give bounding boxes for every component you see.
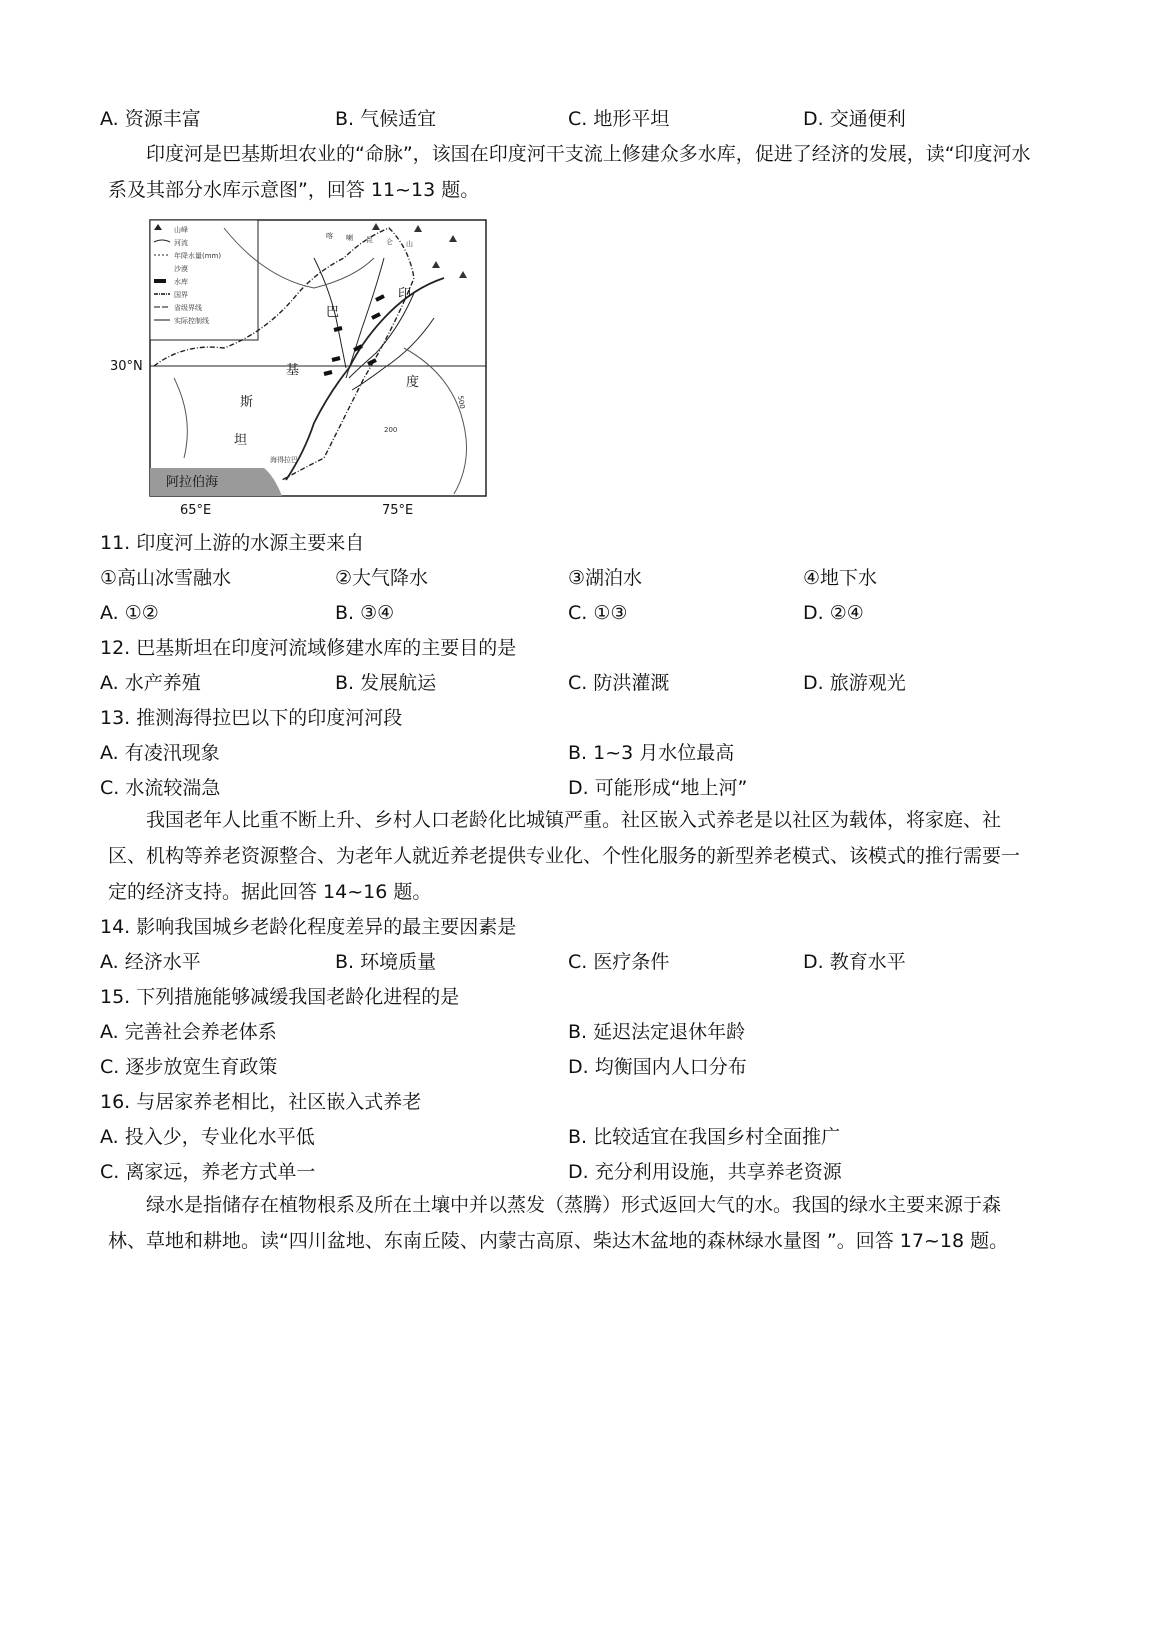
legend-province: 省级界线 (174, 304, 202, 312)
q12-option-a: A. 水产养殖 (100, 672, 201, 694)
q14-option-a: A. 经济水平 (100, 951, 201, 973)
q15-option-c: C. 逐步放宽生育政策 (100, 1056, 278, 1078)
q11-stem-row (0, 528, 1158, 558)
label-lun: 仑 (386, 238, 393, 246)
q13-option-d: D. 可能形成“地上河” (568, 777, 748, 799)
q13-options-row-2 (0, 773, 1158, 803)
q15-stem: 15. 下列措施能够减缓我国老龄化进程的是 (100, 986, 460, 1008)
legend-control-line: 实际控制线 (174, 317, 209, 325)
q10-option-c: C. 地形平坦 (568, 108, 670, 130)
legend-border: 国界 (174, 291, 188, 299)
q12-option-b: B. 发展航运 (335, 672, 437, 694)
q13-stem: 13. 推测海得拉巴以下的印度河河段 (100, 707, 403, 729)
legend-desert: 沙漠 (174, 265, 188, 273)
indus-river-map (110, 218, 514, 543)
label-ka: 喀 (326, 232, 333, 240)
label-du: 度 (406, 375, 420, 390)
q11-option-a: A. ①② (100, 602, 159, 624)
q16-option-a: A. 投入少，专业化水平低 (100, 1126, 315, 1148)
q15-option-a: A. 完善社会养老体系 (100, 1021, 277, 1043)
intro-green-water-paragraph: 绿水是指储存在植物根系及所在土壤中并以蒸发（蒸腾）形式返回大气的水。我国的绿水主要来源于森林、草地和耕地。读“四川盆地、东南丘陵、内蒙古高原、柴达木盆地的森林绿水量图 ”。回答 17~18 题。 (108, 1194, 1009, 1252)
q15-option-b: B. 延迟法定退休年龄 (568, 1021, 746, 1043)
q13-option-c: C. 水流较湍急 (100, 777, 221, 799)
label-la: 喇 (346, 234, 353, 242)
q15-options-row-2 (0, 1052, 1158, 1082)
isoline-label-200: 200 (384, 426, 398, 434)
q12-option-d: D. 旅游观光 (803, 672, 906, 694)
legend-river: 河流 (174, 239, 188, 247)
q14-option-d: D. 教育水平 (803, 951, 906, 973)
q16-option-b: B. 比较适宜在我国乡村全面推广 (568, 1126, 841, 1148)
legend-reservoir: 水库 (174, 278, 188, 286)
label-yin: 印 (398, 287, 412, 302)
q15-option-d: D. 均衡国内人口分布 (568, 1056, 747, 1078)
q14-options-row (0, 947, 1158, 977)
q14-stem: 14. 影响我国城乡老龄化程度差异的最主要因素是 (100, 916, 517, 938)
isoline-label-500: 500 (456, 394, 467, 410)
lat-label: 30°N (110, 359, 143, 374)
legend-precip: 年降水量(mm) (174, 252, 222, 260)
lon-label-75: 75°E (382, 503, 414, 518)
q11-item-4: ④地下水 (803, 567, 878, 589)
q11-item-3: ③湖泊水 (568, 567, 643, 589)
q10-option-d: D. 交通便利 (803, 108, 906, 130)
q16-option-c: C. 离家远，养老方式单一 (100, 1161, 316, 1183)
legend-peak: 山峰 (174, 226, 188, 234)
q16-options-row-1 (0, 1122, 1158, 1152)
q13-stem-row (0, 703, 1158, 733)
q10-option-b: B. 气候适宜 (335, 108, 437, 130)
q11-option-b: B. ③④ (335, 602, 395, 624)
q14-stem-row (0, 912, 1158, 942)
q15-options-row-1 (0, 1017, 1158, 1047)
lon-label-65: 65°E (180, 503, 212, 518)
q12-option-c: C. 防洪灌溉 (568, 672, 670, 694)
label-kun: 昆 (366, 236, 373, 244)
label-tan: 坦 (234, 433, 248, 448)
q11-item-2: ②大气降水 (335, 567, 429, 589)
q13-options-row-1 (0, 738, 1158, 768)
intro-indus-paragraph: 印度河是巴基斯坦农业的“命脉”，该国在印度河干支流上修建众多水库，促进了经济的发展，读“印度河水系及其部分水库示意图”，回答 11~13 题。 (108, 143, 1031, 201)
label-ji: 基 (286, 363, 300, 378)
sea-label: 阿拉伯海 (166, 475, 219, 490)
q13-option-b: B. 1~3 月水位最高 (568, 742, 735, 764)
q11-stem: 11. 印度河上游的水源主要来自 (100, 532, 365, 554)
q16-stem-row (0, 1087, 1158, 1117)
label-shan: 山 (406, 240, 413, 248)
q12-stem-row (0, 633, 1158, 663)
label-si: 斯 (240, 395, 254, 410)
q12-stem: 12. 巴基斯坦在印度河流域修建水库的主要目的是 (100, 637, 517, 659)
q14-option-b: B. 环境质量 (335, 951, 437, 973)
q16-stem: 16. 与居家养老相比，社区嵌入式养老 (100, 1091, 422, 1113)
q11-option-d: D. ②④ (803, 602, 864, 624)
intro-aging-paragraph: 我国老年人比重不断上升、乡村人口老龄化比城镇严重。社区嵌入式养老是以社区为载体，将家庭、社区、机构等养老资源整合、为老年人就近养老提供专业化、个性化服务的新型养老模式、该模式的推行需要一定的经济支持。据此回答 14~16 题。 (108, 809, 1021, 903)
q16-option-d: D. 充分利用设施，共享养老资源 (568, 1161, 842, 1183)
q10-options-row (0, 104, 1158, 134)
q16-options-row-2 (0, 1157, 1158, 1187)
q14-option-c: C. 医疗条件 (568, 951, 670, 973)
q11-option-c: C. ①③ (568, 602, 628, 624)
q11-items-row (0, 563, 1158, 593)
hyderabad-label: 海得拉巴 (270, 456, 298, 464)
q11-item-1: ①高山冰雪融水 (100, 567, 232, 589)
q11-options-row (0, 598, 1158, 628)
q15-stem-row (0, 982, 1158, 1012)
q13-option-a: A. 有凌汛现象 (100, 742, 220, 764)
label-ba: 巴 (326, 305, 340, 320)
q12-options-row (0, 668, 1158, 698)
q10-option-a: A. 资源丰富 (100, 108, 201, 130)
